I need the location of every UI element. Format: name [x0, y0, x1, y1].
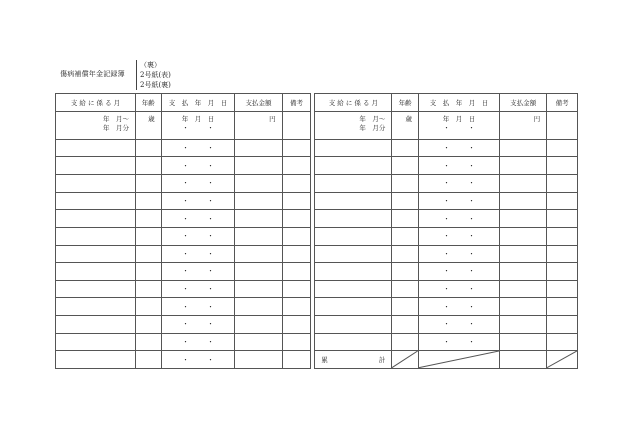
right-pay-date-cell	[418, 245, 499, 263]
left-remarks-cell	[282, 333, 311, 351]
right-age-cell	[392, 245, 419, 263]
left-month-cell	[56, 192, 136, 210]
left-remarks-cell	[282, 111, 311, 139]
left-month-cell	[56, 333, 136, 351]
left-pay-date-cell	[161, 210, 235, 228]
dot-1: ・	[442, 143, 450, 152]
dot-1: ・	[182, 320, 190, 329]
table-row	[56, 298, 578, 316]
dot-1: ・	[182, 143, 190, 152]
date-separator-dots	[162, 214, 235, 224]
left-pay-date-cell	[161, 351, 235, 369]
left-pay-date-cell	[161, 139, 235, 157]
header-label: 備考	[289, 98, 303, 107]
dot-2: ・	[467, 179, 475, 188]
right-remarks-cell	[547, 245, 578, 263]
right-amount-cell	[499, 111, 546, 139]
date-separator-dots	[162, 249, 235, 259]
left-age-cell	[135, 174, 161, 192]
right-pay-date-cell	[418, 210, 499, 228]
left-age-cell	[135, 316, 161, 334]
dot-1: ・	[182, 355, 190, 364]
left-amount-cell	[235, 210, 282, 228]
right-age-cell	[392, 192, 419, 210]
table-row	[56, 210, 578, 228]
amount-unit: 円	[269, 114, 276, 123]
left-amount-cell	[235, 333, 282, 351]
left-header-amount-col	[235, 94, 282, 112]
left-amount-cell	[235, 351, 282, 369]
pay-date-units: 年 月 日	[442, 114, 476, 123]
right-month-cell	[315, 157, 392, 175]
left-pay-date-cell	[161, 111, 235, 139]
dot-2: ・	[207, 214, 215, 223]
date-separator-dots	[182, 124, 214, 133]
right-remarks-cell-struck	[547, 351, 578, 369]
right-remarks-cell	[547, 263, 578, 281]
left-remarks-cell	[282, 280, 311, 298]
left-pay-date-cell	[161, 192, 235, 210]
right-remarks-cell	[547, 298, 578, 316]
left-remarks-cell	[282, 139, 311, 157]
dot-1: ・	[442, 302, 450, 311]
month-range-text: 年 月分	[359, 123, 386, 132]
header-label: 年齢	[141, 98, 155, 107]
right-remarks-cell	[547, 111, 578, 139]
left-month-cell	[56, 280, 136, 298]
right-age-cell	[392, 227, 419, 245]
right-pay-date-cell	[418, 298, 499, 316]
dot-1: ・	[182, 232, 190, 241]
month-range-text: 年 月分	[102, 123, 129, 132]
ledger-grid	[55, 93, 578, 369]
right-age-cell	[392, 174, 419, 192]
right-pay-date-cell	[418, 111, 499, 139]
left-amount-cell	[235, 245, 282, 263]
left-amount-cell	[235, 192, 282, 210]
dot-2: ・	[207, 338, 215, 347]
date-separator-dots	[162, 161, 235, 171]
amount-unit: 円	[533, 114, 541, 123]
left-pay-date-cell	[161, 157, 235, 175]
left-remarks-cell	[282, 157, 311, 175]
left-month-cell	[56, 263, 136, 281]
dot-1: ・	[182, 161, 190, 170]
side-line-1: （裏）	[140, 61, 161, 69]
right-month-cell	[315, 192, 392, 210]
date-separator-dots	[162, 178, 235, 188]
right-header-pay-date-col	[418, 94, 499, 112]
right-pay-date-cell	[418, 316, 499, 334]
right-amount-cell	[499, 263, 546, 281]
right-month-cell	[315, 280, 392, 298]
dot-2: ・	[207, 232, 215, 241]
left-pay-date-cell	[161, 298, 235, 316]
left-month-cell	[56, 111, 136, 139]
dot-1: ・	[182, 285, 190, 294]
header-label: 支 給 に 係 る 月	[328, 98, 379, 107]
left-header-pay-date-col	[161, 94, 235, 112]
left-month-cell	[56, 298, 136, 316]
right-age-cell	[392, 280, 419, 298]
right-amount-cell	[499, 333, 546, 351]
dot-2: ・	[207, 179, 215, 188]
dot-2: ・	[207, 355, 215, 364]
right-remarks-cell	[547, 227, 578, 245]
right-remarks-cell	[547, 316, 578, 334]
right-total-label-cell	[315, 351, 392, 369]
dot-2: ・	[207, 123, 215, 132]
dot-1: ・	[442, 249, 450, 258]
right-amount-cell	[499, 280, 546, 298]
date-separator-dots	[419, 214, 499, 224]
right-age-cell	[392, 111, 419, 139]
left-month-cell	[56, 245, 136, 263]
left-age-cell	[135, 227, 161, 245]
table-row	[56, 227, 578, 245]
dot-2: ・	[467, 143, 475, 152]
left-month-cell	[56, 351, 136, 369]
right-age-cell	[392, 263, 419, 281]
dot-2: ・	[467, 196, 475, 205]
left-month-cell	[56, 227, 136, 245]
date-separator-dots	[419, 231, 499, 241]
right-remarks-cell	[547, 174, 578, 192]
date-separator-dots	[443, 124, 475, 133]
left-age-cell	[135, 139, 161, 157]
left-remarks-cell	[282, 174, 311, 192]
left-header-remarks-col	[282, 94, 311, 112]
right-age-cell	[392, 157, 419, 175]
left-pay-date-cell	[161, 333, 235, 351]
left-remarks-cell	[282, 351, 311, 369]
header-label: 備考	[555, 98, 569, 107]
dot-2: ・	[467, 285, 475, 294]
dot-1: ・	[442, 267, 450, 276]
right-month-cell	[315, 111, 392, 139]
dot-2: ・	[207, 196, 215, 205]
right-month-cell	[315, 263, 392, 281]
side-line-3: 2号紙(裏)	[140, 81, 171, 89]
right-month-cell	[315, 139, 392, 157]
right-age-cell	[392, 210, 419, 228]
right-age-cell-struck	[392, 351, 419, 369]
table-row	[56, 316, 578, 334]
right-month-cell	[315, 227, 392, 245]
left-header-month-col	[56, 94, 136, 112]
dot-2: ・	[467, 232, 475, 241]
dot-1: ・	[442, 338, 450, 347]
dot-1: ・	[442, 179, 450, 188]
left-pay-date-cell	[161, 245, 235, 263]
left-remarks-cell	[282, 210, 311, 228]
left-month-cell	[56, 210, 136, 228]
date-separator-dots	[162, 143, 235, 153]
dot-2: ・	[467, 302, 475, 311]
date-separator-dots	[419, 143, 499, 153]
age-unit: 歳	[148, 114, 155, 123]
left-age-cell	[135, 111, 161, 139]
left-header-age-col	[135, 94, 161, 112]
table-row	[56, 333, 578, 351]
right-pay-date-cell	[418, 174, 499, 192]
left-remarks-cell	[282, 245, 311, 263]
diagonal-strike	[392, 351, 418, 368]
dot-2: ・	[207, 161, 215, 170]
dot-1: ・	[182, 123, 190, 132]
dot-1: ・	[442, 214, 450, 223]
left-amount-cell	[235, 316, 282, 334]
right-remarks-cell	[547, 157, 578, 175]
left-remarks-cell	[282, 227, 311, 245]
right-amount-cell	[499, 245, 546, 263]
left-amount-cell	[235, 280, 282, 298]
dot-2: ・	[207, 320, 215, 329]
right-pay-date-cell	[418, 227, 499, 245]
right-remarks-cell	[547, 280, 578, 298]
dot-2: ・	[467, 320, 475, 329]
side-line-2: 2号紙(表)	[140, 71, 171, 79]
dot-1: ・	[182, 179, 190, 188]
right-month-cell	[315, 333, 392, 351]
right-amount-cell	[499, 298, 546, 316]
right-month-cell	[315, 316, 392, 334]
date-separator-dots	[162, 319, 235, 329]
left-age-cell	[135, 263, 161, 281]
right-age-cell	[392, 298, 419, 316]
right-pay-date-cell	[418, 139, 499, 157]
right-amount-cell	[499, 174, 546, 192]
right-pay-date-cell	[418, 157, 499, 175]
dot-2: ・	[207, 249, 215, 258]
left-month-cell	[56, 157, 136, 175]
dot-2: ・	[467, 161, 475, 170]
right-age-cell	[392, 333, 419, 351]
month-range-text: 年 月～	[359, 114, 386, 123]
dot-1: ・	[182, 249, 190, 258]
date-separator-dots	[419, 161, 499, 171]
left-amount-cell	[235, 263, 282, 281]
right-month-cell	[315, 245, 392, 263]
dot-2: ・	[207, 267, 215, 276]
left-amount-cell	[235, 139, 282, 157]
left-month-cell	[56, 139, 136, 157]
ledger-table	[55, 93, 578, 369]
right-header-month-col	[315, 94, 392, 112]
right-total-amount-cell	[499, 351, 546, 369]
date-separator-dots	[162, 266, 235, 276]
right-amount-cell	[499, 227, 546, 245]
date-separator-dots	[162, 196, 235, 206]
left-age-cell	[135, 351, 161, 369]
dot-2: ・	[467, 123, 475, 132]
dot-2: ・	[467, 249, 475, 258]
left-pay-date-cell	[161, 263, 235, 281]
left-amount-cell	[235, 298, 282, 316]
left-pay-date-cell	[161, 316, 235, 334]
table-row	[56, 174, 578, 192]
left-remarks-cell	[282, 316, 311, 334]
age-unit: 歳	[405, 114, 412, 123]
right-month-cell	[315, 210, 392, 228]
right-header-age-col	[392, 94, 419, 112]
header-row	[56, 94, 578, 112]
left-amount-cell	[235, 157, 282, 175]
dot-1: ・	[442, 232, 450, 241]
right-remarks-cell	[547, 333, 578, 351]
right-remarks-cell	[547, 210, 578, 228]
right-pay-date-cell	[418, 280, 499, 298]
right-header-amount-col	[499, 94, 546, 112]
right-pay-date-cell	[418, 263, 499, 281]
right-pay-date-cell	[418, 192, 499, 210]
date-separator-dots	[162, 231, 235, 241]
date-separator-dots	[162, 302, 235, 312]
dot-1: ・	[442, 161, 450, 170]
right-pay-date-cell	[418, 333, 499, 351]
table-row	[56, 192, 578, 210]
left-age-cell	[135, 245, 161, 263]
dot-2: ・	[467, 338, 475, 347]
date-separator-dots	[419, 337, 499, 347]
left-amount-cell	[235, 227, 282, 245]
right-age-cell	[392, 139, 419, 157]
left-remarks-cell	[282, 298, 311, 316]
date-separator-dots	[419, 249, 499, 259]
left-pay-date-cell	[161, 174, 235, 192]
right-pay-date-cell-struck	[418, 351, 499, 369]
left-age-cell	[135, 192, 161, 210]
table-row	[56, 157, 578, 175]
dot-1: ・	[442, 320, 450, 329]
date-separator-dots	[419, 302, 499, 312]
dot-2: ・	[467, 214, 475, 223]
dot-2: ・	[207, 143, 215, 152]
right-month-cell	[315, 298, 392, 316]
header-label: 支 払 年 月 日	[429, 98, 489, 107]
header-label: 支 払 年 月 日	[168, 98, 228, 107]
table-row	[56, 280, 578, 298]
dot-1: ・	[442, 285, 450, 294]
header-divider	[136, 60, 137, 90]
right-remarks-cell	[547, 139, 578, 157]
month-range-text: 年 月～	[102, 114, 129, 123]
date-separator-dots	[162, 337, 235, 347]
left-age-cell	[135, 157, 161, 175]
header-label: 支払金額	[245, 98, 272, 107]
total-label-char: 計	[378, 356, 386, 365]
right-amount-cell	[499, 157, 546, 175]
date-separator-dots	[419, 266, 499, 276]
date-separator-dots	[419, 178, 499, 188]
total-label-char: 累	[321, 356, 328, 365]
table-row	[56, 263, 578, 281]
right-age-cell	[392, 316, 419, 334]
ledger-title: 傷病補償年金記録簿	[60, 70, 125, 78]
table-row	[56, 111, 578, 139]
date-separator-dots	[419, 319, 499, 329]
dot-1: ・	[182, 302, 190, 311]
dot-2: ・	[207, 285, 215, 294]
left-remarks-cell	[282, 263, 311, 281]
left-age-cell	[135, 210, 161, 228]
dot-2: ・	[467, 267, 475, 276]
right-amount-cell	[499, 139, 546, 157]
table-row	[56, 351, 578, 369]
right-month-cell	[315, 174, 392, 192]
dot-1: ・	[182, 338, 190, 347]
dot-2: ・	[207, 302, 215, 311]
date-separator-dots	[162, 355, 235, 365]
left-age-cell	[135, 280, 161, 298]
left-pay-date-cell	[161, 280, 235, 298]
dot-1: ・	[182, 267, 190, 276]
diagonal-strike	[547, 351, 577, 368]
table-row	[56, 139, 578, 157]
right-amount-cell	[499, 192, 546, 210]
dot-1: ・	[442, 196, 450, 205]
header-label: 支払金額	[510, 98, 537, 107]
left-month-cell	[56, 174, 136, 192]
left-age-cell	[135, 298, 161, 316]
header-label: 支 給 に 係 る 月	[70, 98, 121, 107]
dot-1: ・	[442, 123, 450, 132]
left-pay-date-cell	[161, 227, 235, 245]
date-separator-dots	[162, 284, 235, 294]
right-remarks-cell	[547, 192, 578, 210]
right-amount-cell	[499, 316, 546, 334]
left-remarks-cell	[282, 192, 311, 210]
diagonal-strike	[419, 351, 499, 368]
dot-1: ・	[182, 214, 190, 223]
left-amount-cell	[235, 111, 282, 139]
left-month-cell	[56, 316, 136, 334]
date-separator-dots	[419, 196, 499, 206]
dot-1: ・	[182, 196, 190, 205]
date-separator-dots	[419, 284, 499, 294]
right-header-remarks-col	[547, 94, 578, 112]
left-amount-cell	[235, 174, 282, 192]
table-row	[56, 245, 578, 263]
left-age-cell	[135, 333, 161, 351]
header-label: 年齢	[398, 98, 412, 107]
pay-date-units: 年 月 日	[181, 114, 215, 123]
right-amount-cell	[499, 210, 546, 228]
